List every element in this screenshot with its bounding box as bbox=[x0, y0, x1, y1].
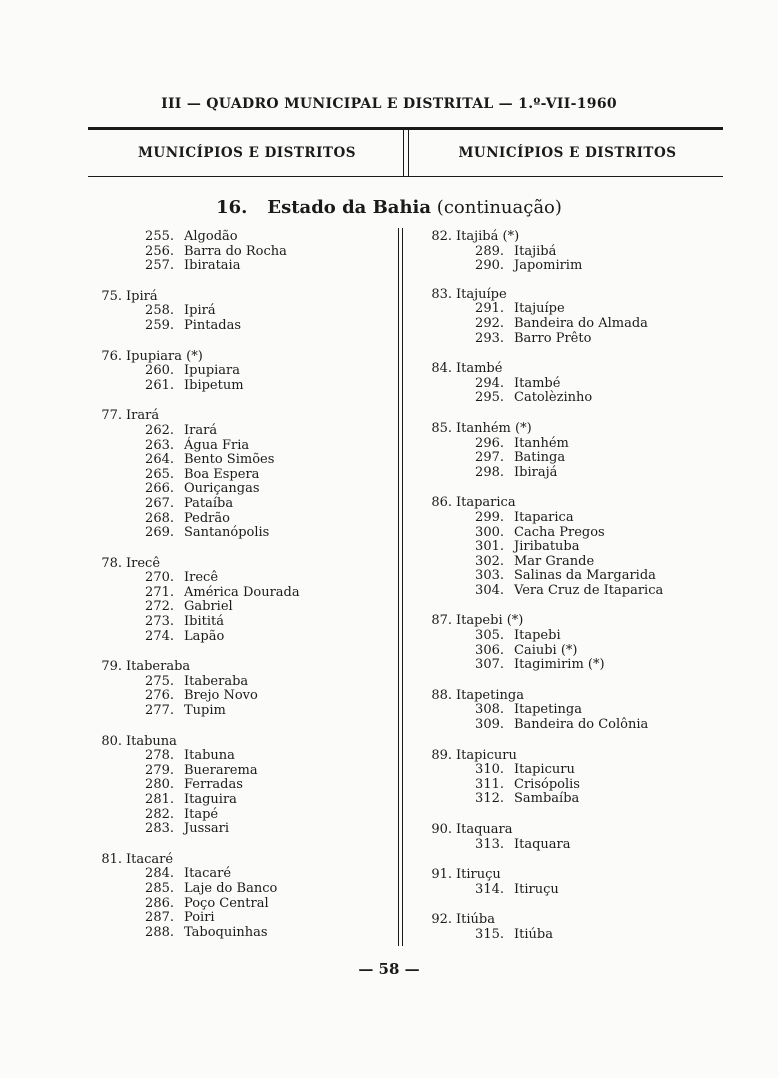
municipality-row bbox=[88, 853, 393, 868]
district-row bbox=[418, 377, 718, 392]
district-row bbox=[418, 569, 718, 584]
municipality-row bbox=[88, 735, 393, 750]
district-row bbox=[88, 468, 393, 483]
district-name: Itajuípe bbox=[514, 301, 565, 317]
district-row bbox=[88, 778, 393, 793]
district-name: Ferradas bbox=[184, 777, 243, 793]
district-number: 264. bbox=[145, 452, 174, 468]
district-number: 308. bbox=[475, 702, 504, 718]
district-name: Taboquinhas bbox=[184, 924, 268, 940]
district-name: Algodão bbox=[184, 229, 238, 244]
district-name: Bandeira do Colônia bbox=[514, 717, 649, 733]
district-name: América Dourada bbox=[184, 584, 300, 600]
district-number: 263. bbox=[145, 437, 174, 453]
district-number: 303. bbox=[475, 568, 504, 584]
heading-divider bbox=[403, 130, 409, 176]
district-row bbox=[88, 304, 393, 319]
district-number: 309. bbox=[475, 717, 504, 733]
municipality-name: Itambé bbox=[456, 361, 503, 377]
municipality-row bbox=[418, 823, 718, 838]
district-row bbox=[418, 629, 718, 644]
municipality-name: Itacaré bbox=[126, 851, 174, 867]
district-number: 301. bbox=[475, 539, 504, 555]
district-name: Itabuna bbox=[184, 748, 235, 764]
district-row bbox=[418, 763, 718, 778]
group-spacer bbox=[418, 346, 718, 362]
district-row bbox=[88, 319, 393, 334]
municipality-name: Itabuna bbox=[126, 733, 177, 749]
district-number: 291. bbox=[475, 301, 504, 317]
district-number: 275. bbox=[145, 673, 174, 689]
district-number: 283. bbox=[145, 821, 174, 837]
district-row bbox=[88, 926, 393, 941]
district-name: Irecê bbox=[184, 570, 219, 586]
district-name: Irará bbox=[184, 422, 218, 438]
district-row bbox=[418, 883, 718, 898]
district-row bbox=[418, 540, 718, 555]
district-row bbox=[418, 555, 718, 570]
district-row bbox=[88, 764, 393, 779]
district-row bbox=[88, 245, 393, 260]
district-number: 273. bbox=[145, 614, 174, 630]
group-spacer bbox=[88, 393, 393, 409]
district-number: 256. bbox=[145, 243, 174, 259]
district-row bbox=[88, 424, 393, 439]
group-spacer bbox=[88, 644, 393, 660]
district-name: Itaparica bbox=[514, 509, 574, 525]
district-name: Itapebi bbox=[514, 628, 561, 644]
district-number: 272. bbox=[145, 599, 174, 615]
municipality-row bbox=[418, 868, 718, 883]
district-row bbox=[88, 749, 393, 764]
district-row bbox=[418, 703, 718, 718]
district-number: 288. bbox=[145, 924, 174, 940]
district-row bbox=[418, 526, 718, 541]
district-name: Poiri bbox=[184, 910, 215, 926]
municipality-name: Itiúba bbox=[456, 912, 495, 928]
district-number: 294. bbox=[475, 375, 504, 391]
district-row bbox=[418, 928, 718, 943]
district-number: 286. bbox=[145, 895, 174, 911]
district-name: Itaberaba bbox=[184, 673, 249, 689]
district-row bbox=[88, 453, 393, 468]
state-suffix: (continuação) bbox=[436, 197, 562, 218]
district-name: Ibirataia bbox=[184, 258, 241, 274]
district-number: 265. bbox=[145, 466, 174, 482]
district-number: 298. bbox=[475, 464, 504, 480]
district-number: 276. bbox=[145, 688, 174, 704]
district-row bbox=[88, 586, 393, 601]
municipality-row bbox=[418, 496, 718, 511]
district-name: Tupim bbox=[184, 703, 226, 719]
municipality-name: Itaquara bbox=[456, 822, 513, 837]
district-row bbox=[418, 259, 718, 274]
district-row bbox=[418, 437, 718, 452]
page-number: — 58 — bbox=[358, 960, 420, 978]
district-name: Ibititá bbox=[184, 614, 224, 630]
district-row bbox=[88, 882, 393, 897]
district-number: 287. bbox=[145, 910, 174, 926]
group-spacer bbox=[88, 274, 393, 290]
district-name: Buerarema bbox=[184, 762, 258, 778]
district-row bbox=[418, 302, 718, 317]
municipality-name: Irará bbox=[126, 408, 160, 424]
municipality-name: Itapetinga bbox=[456, 687, 524, 703]
left-column-heading: MUNICÍPIOS E DISTRITOS bbox=[137, 145, 356, 161]
district-row bbox=[88, 497, 393, 512]
district-row bbox=[88, 230, 393, 245]
district-number: 266. bbox=[145, 481, 174, 497]
municipality-number: 75. bbox=[101, 288, 122, 304]
district-name: Ouriçangas bbox=[184, 481, 260, 497]
district-number: 314. bbox=[475, 881, 504, 897]
heading-rule bbox=[88, 176, 723, 177]
district-number: 259. bbox=[145, 317, 174, 333]
municipality-name: Itiruçu bbox=[456, 867, 501, 883]
district-name: Cacha Pregos bbox=[514, 524, 605, 540]
district-row bbox=[88, 808, 393, 823]
district-number: 284. bbox=[145, 866, 174, 882]
district-number: 299. bbox=[475, 509, 504, 525]
district-name: Crisópolis bbox=[514, 776, 580, 792]
district-number: 262. bbox=[145, 422, 174, 438]
column-divider bbox=[398, 228, 403, 946]
district-name: Ibirajá bbox=[514, 464, 558, 480]
district-number: 313. bbox=[475, 836, 504, 852]
district-row bbox=[88, 571, 393, 586]
district-number: 277. bbox=[145, 703, 174, 719]
district-name: Salinas da Margarida bbox=[514, 568, 656, 584]
district-number: 268. bbox=[145, 510, 174, 526]
municipality-name: Ipirá bbox=[126, 288, 158, 304]
district-name: Pataíba bbox=[184, 495, 234, 511]
municipality-row bbox=[418, 749, 718, 764]
municipality-row bbox=[418, 230, 718, 245]
district-number: 297. bbox=[475, 450, 504, 466]
district-row bbox=[418, 658, 718, 673]
right-column-heading: MUNICÍPIOS E DISTRITOS bbox=[458, 145, 677, 161]
district-name: Itagimirim (*) bbox=[514, 657, 605, 673]
district-number: 311. bbox=[475, 776, 504, 792]
district-name: Itacaré bbox=[184, 866, 232, 882]
district-row bbox=[88, 630, 393, 645]
municipality-name: Itanhém (*) bbox=[456, 420, 532, 436]
district-number: 290. bbox=[475, 258, 504, 274]
district-number: 270. bbox=[145, 570, 174, 586]
district-number: 285. bbox=[145, 880, 174, 896]
municipality-row bbox=[418, 422, 718, 437]
district-number: 300. bbox=[475, 524, 504, 540]
municipality-name: Itapebi (*) bbox=[456, 613, 524, 629]
municipality-number: 77. bbox=[101, 408, 122, 424]
district-name: Laje do Banco bbox=[184, 880, 278, 896]
municipality-number: 84. bbox=[431, 361, 452, 377]
municipality-number: 90. bbox=[431, 822, 452, 837]
group-spacer bbox=[418, 733, 718, 749]
municipality-row bbox=[88, 350, 393, 365]
district-name: Catolèzinho bbox=[514, 390, 593, 406]
district-name: Barro Prêto bbox=[514, 330, 592, 346]
district-row bbox=[88, 512, 393, 527]
municipality-row bbox=[418, 288, 718, 303]
district-row bbox=[88, 379, 393, 394]
group-spacer bbox=[418, 673, 718, 689]
municipality-number: 86. bbox=[431, 495, 452, 511]
district-number: 261. bbox=[145, 377, 174, 393]
left-column bbox=[88, 230, 393, 940]
district-row bbox=[418, 451, 718, 466]
municipality-name: Itaberaba bbox=[126, 659, 191, 675]
municipality-number: 91. bbox=[431, 867, 452, 883]
municipality-row bbox=[418, 362, 718, 377]
district-row bbox=[88, 259, 393, 274]
municipality-row bbox=[418, 614, 718, 629]
district-row bbox=[88, 867, 393, 882]
district-number: 292. bbox=[475, 315, 504, 331]
district-number: 281. bbox=[145, 792, 174, 807]
district-row bbox=[88, 897, 393, 912]
district-name: Itajibá bbox=[514, 243, 557, 259]
district-name: Gabriel bbox=[184, 599, 233, 615]
district-name: Bandeira do Almada bbox=[514, 315, 648, 331]
district-number: 267. bbox=[145, 495, 174, 511]
district-row bbox=[88, 600, 393, 615]
district-number: 315. bbox=[475, 926, 504, 942]
district-row bbox=[418, 838, 718, 853]
group-spacer bbox=[418, 897, 718, 913]
municipality-name: Itaparica bbox=[456, 495, 516, 511]
district-name: Batinga bbox=[514, 450, 566, 466]
group-spacer bbox=[418, 406, 718, 422]
municipality-number: 85. bbox=[431, 420, 452, 436]
district-name: Ipirá bbox=[184, 303, 216, 319]
group-spacer bbox=[88, 837, 393, 853]
district-number: 302. bbox=[475, 553, 504, 569]
district-row bbox=[88, 439, 393, 454]
municipality-row bbox=[418, 689, 718, 704]
district-name: Ipupiara bbox=[184, 363, 241, 379]
district-name: Itiruçu bbox=[514, 881, 559, 897]
district-number: 307. bbox=[475, 657, 504, 673]
district-number: 312. bbox=[475, 791, 504, 807]
group-spacer bbox=[418, 807, 718, 823]
district-number: 258. bbox=[145, 303, 174, 319]
municipality-row bbox=[88, 290, 393, 305]
group-spacer bbox=[418, 598, 718, 614]
municipality-number: 81. bbox=[101, 851, 122, 867]
group-spacer bbox=[88, 719, 393, 735]
district-name: Jussari bbox=[184, 821, 230, 837]
district-row bbox=[418, 778, 718, 793]
district-row bbox=[418, 792, 718, 807]
district-name: Pedrão bbox=[184, 510, 230, 526]
district-number: 289. bbox=[475, 243, 504, 259]
district-name: Ibipetum bbox=[184, 377, 244, 393]
district-number: 295. bbox=[475, 390, 504, 406]
district-row bbox=[418, 245, 718, 260]
municipality-number: 87. bbox=[431, 613, 452, 629]
district-name: Brejo Novo bbox=[184, 688, 258, 704]
district-name: Itapetinga bbox=[514, 702, 582, 718]
district-name: Sambaíba bbox=[514, 791, 580, 807]
district-name: Itaguira bbox=[184, 792, 237, 807]
municipality-number: 89. bbox=[431, 747, 452, 763]
district-number: 306. bbox=[475, 642, 504, 658]
district-name: Itapicuru bbox=[514, 762, 575, 778]
district-number: 296. bbox=[475, 435, 504, 451]
district-name: Mar Grande bbox=[514, 553, 595, 569]
district-name: Jiribatuba bbox=[514, 539, 580, 555]
group-spacer bbox=[418, 480, 718, 496]
district-number: 280. bbox=[145, 777, 174, 793]
district-row bbox=[418, 584, 718, 599]
district-name: Caiubi (*) bbox=[514, 642, 578, 658]
district-number: 279. bbox=[145, 762, 174, 778]
district-row bbox=[88, 704, 393, 719]
municipality-name: Itapicuru bbox=[456, 747, 517, 763]
district-name: Japomirim bbox=[514, 258, 583, 274]
municipality-name: Itajibá (*) bbox=[456, 229, 520, 244]
district-name: Bento Simões bbox=[184, 452, 275, 468]
municipality-row bbox=[418, 913, 718, 928]
state-name: Estado da Bahia bbox=[267, 197, 432, 218]
group-spacer bbox=[418, 852, 718, 868]
district-row bbox=[88, 793, 393, 808]
district-row bbox=[418, 718, 718, 733]
district-name: Boa Espera bbox=[184, 466, 260, 482]
district-row bbox=[418, 466, 718, 481]
district-name: Poço Central bbox=[184, 895, 269, 911]
district-name: Itiúba bbox=[514, 926, 553, 942]
municipality-number: 79. bbox=[101, 659, 122, 675]
municipality-row bbox=[88, 557, 393, 572]
district-number: 260. bbox=[145, 363, 174, 379]
state-number: 16. bbox=[216, 197, 248, 218]
district-row bbox=[88, 482, 393, 497]
district-number: 269. bbox=[145, 525, 174, 541]
district-name: Água Fria bbox=[184, 437, 250, 453]
municipality-number: 78. bbox=[101, 555, 122, 571]
page-header: III — QUADRO MUNICIPAL E DISTRITAL — 1.º-VII-1960 bbox=[161, 96, 617, 112]
municipality-number: 83. bbox=[431, 286, 452, 302]
district-name: Barra do Rocha bbox=[184, 243, 287, 259]
district-row bbox=[418, 317, 718, 332]
district-number: 274. bbox=[145, 628, 174, 644]
state-title bbox=[0, 197, 778, 218]
district-row bbox=[88, 911, 393, 926]
district-number: 310. bbox=[475, 762, 504, 778]
district-row bbox=[418, 511, 718, 526]
district-number: 271. bbox=[145, 584, 174, 600]
district-name: Itaquara bbox=[514, 836, 571, 852]
right-column bbox=[418, 230, 718, 943]
district-name: Santanópolis bbox=[184, 525, 270, 541]
group-spacer bbox=[418, 274, 718, 288]
district-number: 305. bbox=[475, 628, 504, 644]
district-row bbox=[418, 644, 718, 659]
district-number: 304. bbox=[475, 582, 504, 598]
district-name: Pintadas bbox=[184, 317, 241, 333]
group-spacer bbox=[88, 541, 393, 557]
district-row bbox=[88, 526, 393, 541]
municipality-name: Irecê bbox=[126, 555, 161, 571]
district-number: 255. bbox=[145, 229, 174, 244]
district-row bbox=[88, 615, 393, 630]
district-number: 293. bbox=[475, 330, 504, 346]
municipality-number: 92. bbox=[431, 912, 452, 928]
municipality-number: 76. bbox=[101, 348, 122, 364]
municipality-name: Ipupiara (*) bbox=[126, 348, 203, 364]
district-row bbox=[88, 689, 393, 704]
district-name: Vera Cruz de Itaparica bbox=[514, 582, 664, 598]
district-name: Itanhém bbox=[514, 435, 569, 451]
district-row bbox=[88, 675, 393, 690]
district-name: Itambé bbox=[514, 375, 561, 391]
group-spacer bbox=[88, 334, 393, 350]
municipality-row bbox=[88, 409, 393, 424]
municipality-number: 88. bbox=[431, 687, 452, 703]
district-number: 257. bbox=[145, 258, 174, 274]
district-name: Lapão bbox=[184, 628, 225, 644]
district-row bbox=[418, 332, 718, 347]
district-row bbox=[418, 391, 718, 406]
municipality-number: 82. bbox=[431, 229, 452, 244]
municipality-row bbox=[88, 660, 393, 675]
district-number: 278. bbox=[145, 748, 174, 764]
district-row bbox=[88, 364, 393, 379]
municipality-name: Itajuípe bbox=[456, 286, 507, 302]
district-row bbox=[88, 822, 393, 837]
municipality-number: 80. bbox=[101, 733, 122, 749]
district-name: Itapé bbox=[184, 806, 219, 822]
district-number: 282. bbox=[145, 806, 174, 822]
